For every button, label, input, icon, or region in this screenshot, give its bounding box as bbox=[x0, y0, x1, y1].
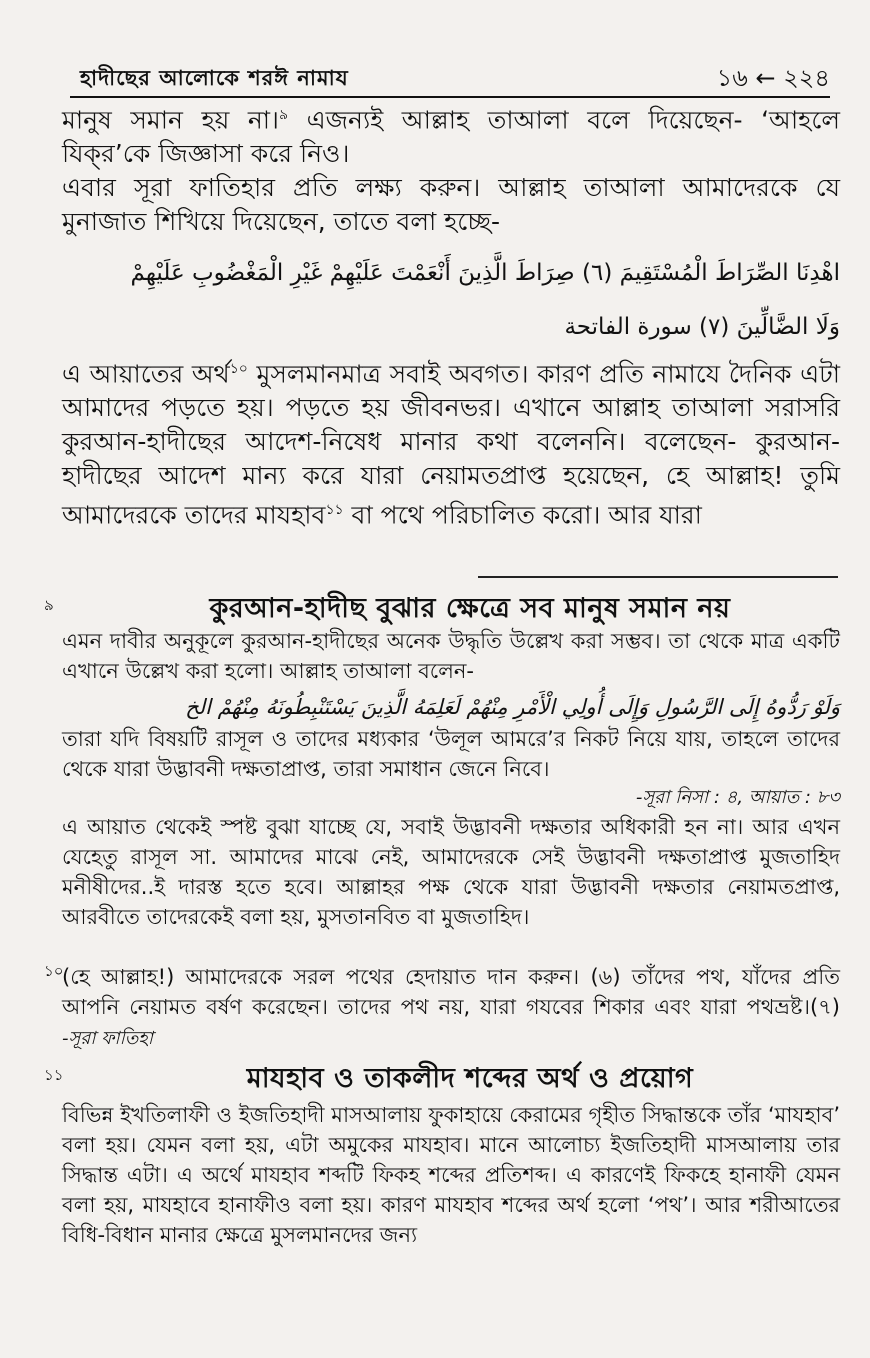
page-header bbox=[70, 56, 830, 98]
page-number: ১৬ ← ২২৪ bbox=[716, 64, 830, 92]
paragraph-3: এ আয়াতের অর্থ$^{১০}$ মুসলমানমাত্র সবাই অবগত। কারণ প্রতি নামাযে দৈনিক এটা আমাদের পড়তে হয়। পড়তে হয় জীবনভর। এখানে আল্লাহ তাআলা সরাসরি কুরআন-হাদীছের আদেশ-নিষেধ মানার কথা বলেননি। বলেছেন- কুরআন-হাদীছের আদেশ মান্য করে যারা নেয়ামতপ্রাপ্ত হয়েছেন, হে আল্লাহ! তুমি আমাদেরকে তাদের মাযহাব$^{১১}$ বা পথে পরিচালিত করো। আর যারা bbox=[62, 359, 840, 530]
footnote-9-arabic-verse: وَلَوْ رَدُّوهُ إِلَى الرَّسُولِ وَإِلَى أُولِي الْأَمْرِ مِنْهُمْ لَعَلِمَهُ الَّذِينَ يَسْتَنْبِطُونَهُ مِنْهُمْ الخ bbox=[185, 695, 840, 719]
main-text bbox=[62, 98, 840, 239]
footnote-number-10: ১০ bbox=[44, 962, 64, 980]
footnote-9-heading: কুরআন-হাদীছ বুঝার ক্ষেত্রে সব মানুষ সমান নয় bbox=[209, 593, 731, 624]
footnote-9-text bbox=[62, 626, 840, 932]
paragraph-1: মানুষ সমান হয় না।$^৯$ এজন্যই আল্লাহ তাআলা বলে দিয়েছেন- ‘আহলে যিক্‌র’কে জিজ্ঞাসা করে নিও। bbox=[62, 105, 840, 169]
footnote-10-text: (হে আল্লাহ!) আমাদেরকে সরল পথের হেদায়াত দান করুন। (৬) তাঁদের পথ, যাঁদের প্রতি আপনি নেয়ামত বর্ষণ করেছেন। তাদের পথ নয়, যারা গযবের শিকার এবং যারা পথভ্রষ্ট।(৭) -সূরা ফাতিহা bbox=[62, 965, 840, 1049]
footnote-9-para-2: তারা যদি বিষয়টি রাসূল ও তাদের মধ্যকার ‘উলূল আমরে’র নিকট নিয়ে যায়, তাহলে তাদের থেকে যারা উদ্ভাবনী দক্ষতাপ্রাপ্ত, তারা সমাধান জেনে নিবে। bbox=[62, 727, 840, 781]
footnote-9-para-3: এ আয়াত থেকেই স্পষ্ট বুঝা যাচ্ছে যে, সবাই উদ্ভাবনী দক্ষতার অধিকারী হন না। আর এখন যেহেতু রাসূল সা. আমাদের মাঝে নেই, আমাদেরকে সেই উদ্ভাবনী দক্ষতাপ্রাপ্ত মুজতাহিদ মনীষীদের..ই দারস্ত হতে হবে। আল্লাহর পক্ষ থেকে যারা উদ্ভাবনী দক্ষতার নেয়ামতপ্রাপ্ত, আরবীতে তাদেরকেই বলা হয়, মুসতানবিত বা মুজতাহিদ। bbox=[62, 815, 840, 929]
arabic-verse-fatiha-line-2: وَلَا الضَّالِّينَ (٧) سورة الفاتحة bbox=[564, 314, 840, 340]
paragraph-2: এবার সূরা ফাতিহার প্রতি লক্ষ্য করুন। আল্লাহ তাআলা আমাদেরকে যে মুনাজাত শিখিয়ে দিয়েছেন, তাতে বলা হচ্ছে- bbox=[62, 173, 840, 237]
running-title: হাদীছের আলোকে শরঈ নামায bbox=[80, 66, 349, 90]
footnote-11-heading: মাযহাব ও তাকলীদ শব্দের অর্থ ও প্রয়োগ bbox=[246, 1063, 694, 1094]
arabic-verse-fatiha-line-1: اهْدِنَا الصِّرَاطَ الْمُسْتَقِيمَ (٦) صِرَاطَ الَّذِينَ أَنْعَمْتَ عَلَيْهِمْ غَيْرِ الْمَغْضُوبِ عَلَيْهِمْ bbox=[130, 260, 840, 286]
footnote-9-para-1: এমন দাবীর অনুকূলে কুরআন-হাদীছের অনেক উদ্ধৃতি উল্লেখ করা সম্ভব। তা থেকে মাত্র একটি এখানে উল্লেখ করা হলো। আল্লাহ তাআলা বলেন- bbox=[62, 629, 840, 683]
footnote-11-text: বিভিন্ন ইখতিলাফী ও ইজতিহাদী মাসআলায় ফুকাহায়ে কেরামের গৃহীত সিদ্ধান্তকে তাঁর ‘মাযহাব’ বলা হয়। যেমন বলা হয়, এটা অমুকের মাযহাব। মানে আলোচ্য ইজতিহাদী মাসআলায় তার সিদ্ধান্ত এটা। এ অর্থে মাযহাব শব্দটি ফিকহ শব্দের প্রতিশব্দ। এ কারণেই ফিকহে হানাফী যেমন বলা হয়, মাযহাবে হানাফীও বলা হয়। কারণ মাযহাব শব্দের অর্থ হলো ‘পথ’। আর শরীআতের বিধি-বিধান মানার ক্ষেত্রে মুসলমানদের জন্য bbox=[62, 1103, 840, 1247]
footnote-divider bbox=[478, 576, 838, 578]
footnote-10-reference: -সূরা ফাতিহা bbox=[62, 1028, 153, 1049]
footnote-number-11: ১১ bbox=[44, 1066, 64, 1084]
footnote-9-reference: -সূরা নিসা : ৪, আয়াত : ৮৩ bbox=[635, 787, 840, 808]
footnote-number-9: ৯ bbox=[44, 596, 54, 614]
